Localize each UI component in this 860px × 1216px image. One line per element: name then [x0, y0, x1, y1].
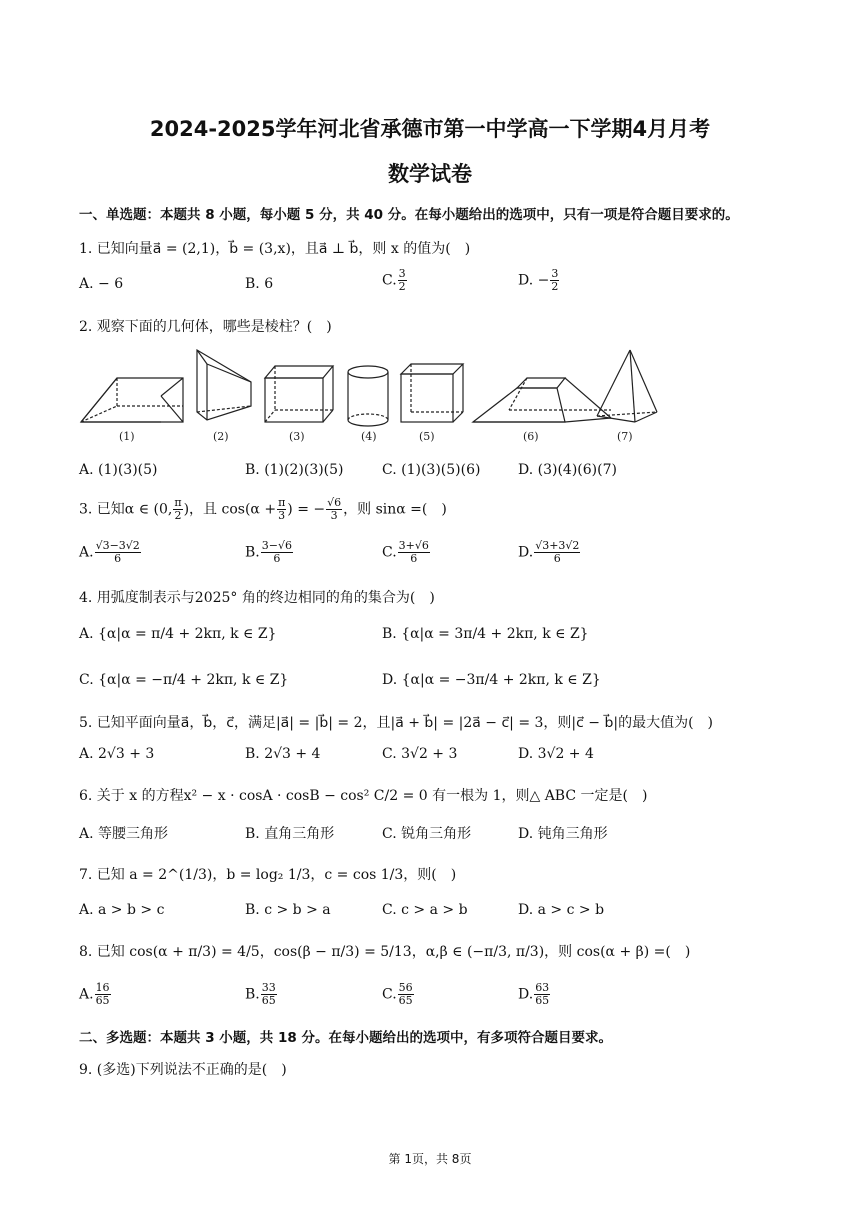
q4-option-d: D. {α|α = −3π/4 + 2kπ, k ∈ Z}: [382, 672, 601, 688]
question-1: 1. 已知向量a⃗ = (2,1)，b⃗ = (3,x)，且a⃗ ⊥ b⃗，则 x 的值为( ): [79, 241, 471, 257]
q3-option-b: B. $\frac{3-√6}{6}$: [245, 539, 292, 565]
solid-label-4: (4): [361, 430, 377, 443]
q4-option-a: A. {α|α = π/4 + 2kπ, k ∈ Z}: [79, 626, 277, 642]
q5-option-d: D. 3√2 + 4: [518, 746, 594, 762]
solids-illustration: [79, 348, 659, 446]
solid-label-7: (7): [617, 430, 633, 443]
question-9: 9. (多选)下列说法不正确的是( ): [79, 1062, 287, 1078]
solid-3-cuboid: [265, 366, 333, 422]
q5-option-a: A. 2√3 + 3: [79, 746, 155, 762]
q6-option-c: C. 锐角三角形: [382, 826, 472, 842]
q2-option-b: B. (1)(2)(3)(5): [245, 462, 344, 478]
question-7: 7. 已知 a = 2^(1/3)，b = log₂ 1/3，c = cos 1/3，则( ): [79, 867, 457, 883]
section-multiple-choice: 二、多选题：本题共 3 小题，共 18 分。在每小题给出的选项中，有多项符合题目要求。: [79, 1030, 612, 1046]
question-2: 2. 观察下面的几何体，哪些是棱柱？( ): [79, 319, 332, 335]
q1-option-d: D. − $\frac{3}{2}$: [518, 267, 559, 293]
page-footer: 第 1页，共 8页: [388, 1152, 472, 1166]
exam-title: 2024-2025学年河北省承德市第一中学高一下学期4月月考: [149, 117, 711, 141]
solid-label-1: (1): [119, 430, 135, 443]
q4-option-c: C. {α|α = −π/4 + 2kπ, k ∈ Z}: [79, 672, 289, 688]
question-4: 4. 用弧度制表示与2025° 角的终边相同的角的集合为( ): [79, 590, 435, 606]
q6-option-a: A. 等腰三角形: [79, 826, 169, 842]
section-single-choice: 一、单选题：本题共 8 小题，每小题 5 分，共 40 分。在每小题给出的选项中，只有一项是符合题目要求的。: [79, 207, 739, 223]
q8-option-a: A. $\frac{16}{65}$: [79, 981, 110, 1007]
question-8: 8. 已知 cos(α + π/3) = 4/5，cos(β − π/3) = 5/13，α,β ∈ (−π/3, π/3)，则 cos(α + β) =( ): [79, 944, 691, 960]
q4-option-b: B. {α|α = 3π/4 + 2kπ, k ∈ Z}: [382, 626, 589, 642]
solids-figure: [79, 348, 659, 446]
q6-option-b: B. 直角三角形: [245, 826, 335, 842]
question-3: 3. 已知α ∈ (0, $\frac{\pi}{2}$ )，且 cos(α + $\frac{\pi}{3}$ ) = − $\frac{√6}{3}$ ，则 sinα =( ): [79, 496, 447, 522]
solid-label-5: (5): [419, 430, 435, 443]
solid-label-6: (6): [523, 430, 539, 443]
solid-1-prism: [81, 378, 183, 422]
question-6: 6. 关于 x 的方程x² − x · cosA · cosB − cos² C/2 = 0 有一根为 1，则△ ABC 一定是( ): [79, 788, 648, 804]
q8-option-b: B. $\frac{33}{65}$: [245, 981, 276, 1007]
q5-option-c: C. 3√2 + 3: [382, 746, 458, 762]
q7-option-b: B. c > b > a: [245, 902, 331, 918]
q2-option-a: A. (1)(3)(5): [79, 462, 158, 478]
q7-option-d: D. a > c > b: [518, 902, 605, 918]
solid-7-pyramid: [597, 350, 657, 422]
solid-6-frustum: [473, 378, 611, 422]
q1-option-a: A. − 6: [79, 276, 124, 292]
q8-option-c: C. $\frac{56}{65}$: [382, 981, 413, 1007]
solid-5-prism: [401, 364, 463, 422]
q2-option-d: D. (3)(4)(6)(7): [518, 462, 617, 478]
q3-option-d: D. $\frac{√3+3√2}{6}$: [518, 539, 580, 565]
solid-label-2: (2): [213, 430, 229, 443]
exam-subtitle: 数学试卷: [388, 162, 472, 186]
q5-option-b: B. 2√3 + 4: [245, 746, 321, 762]
q6-option-d: D. 钝角三角形: [518, 826, 608, 842]
q3-option-a: A. $\frac{√3-3√2}{6}$: [79, 539, 140, 565]
q8-option-d: D. $\frac{63}{65}$: [518, 981, 550, 1007]
q3-option-c: C. $\frac{3+√6}{6}$: [382, 539, 429, 565]
solid-4-cylinder: [348, 366, 388, 426]
question-5: 5. 已知平面向量a⃗，b⃗，c⃗，满足|a⃗| = |b⃗| = 2，且|a⃗ + b⃗| = |2a⃗ − c⃗| = 3，则|c⃗ − b⃗|的最大值为( ): [79, 715, 713, 731]
q1-option-b: B. 6: [245, 276, 274, 292]
solid-label-3: (3): [289, 430, 305, 443]
solid-2-wedge: [197, 350, 251, 420]
q2-option-c: C. (1)(3)(5)(6): [382, 462, 481, 478]
q7-option-c: C. c > a > b: [382, 902, 468, 918]
q1-option-c: C. $\frac{3}{2}$: [382, 267, 406, 293]
q7-option-a: A. a > b > c: [79, 902, 165, 918]
